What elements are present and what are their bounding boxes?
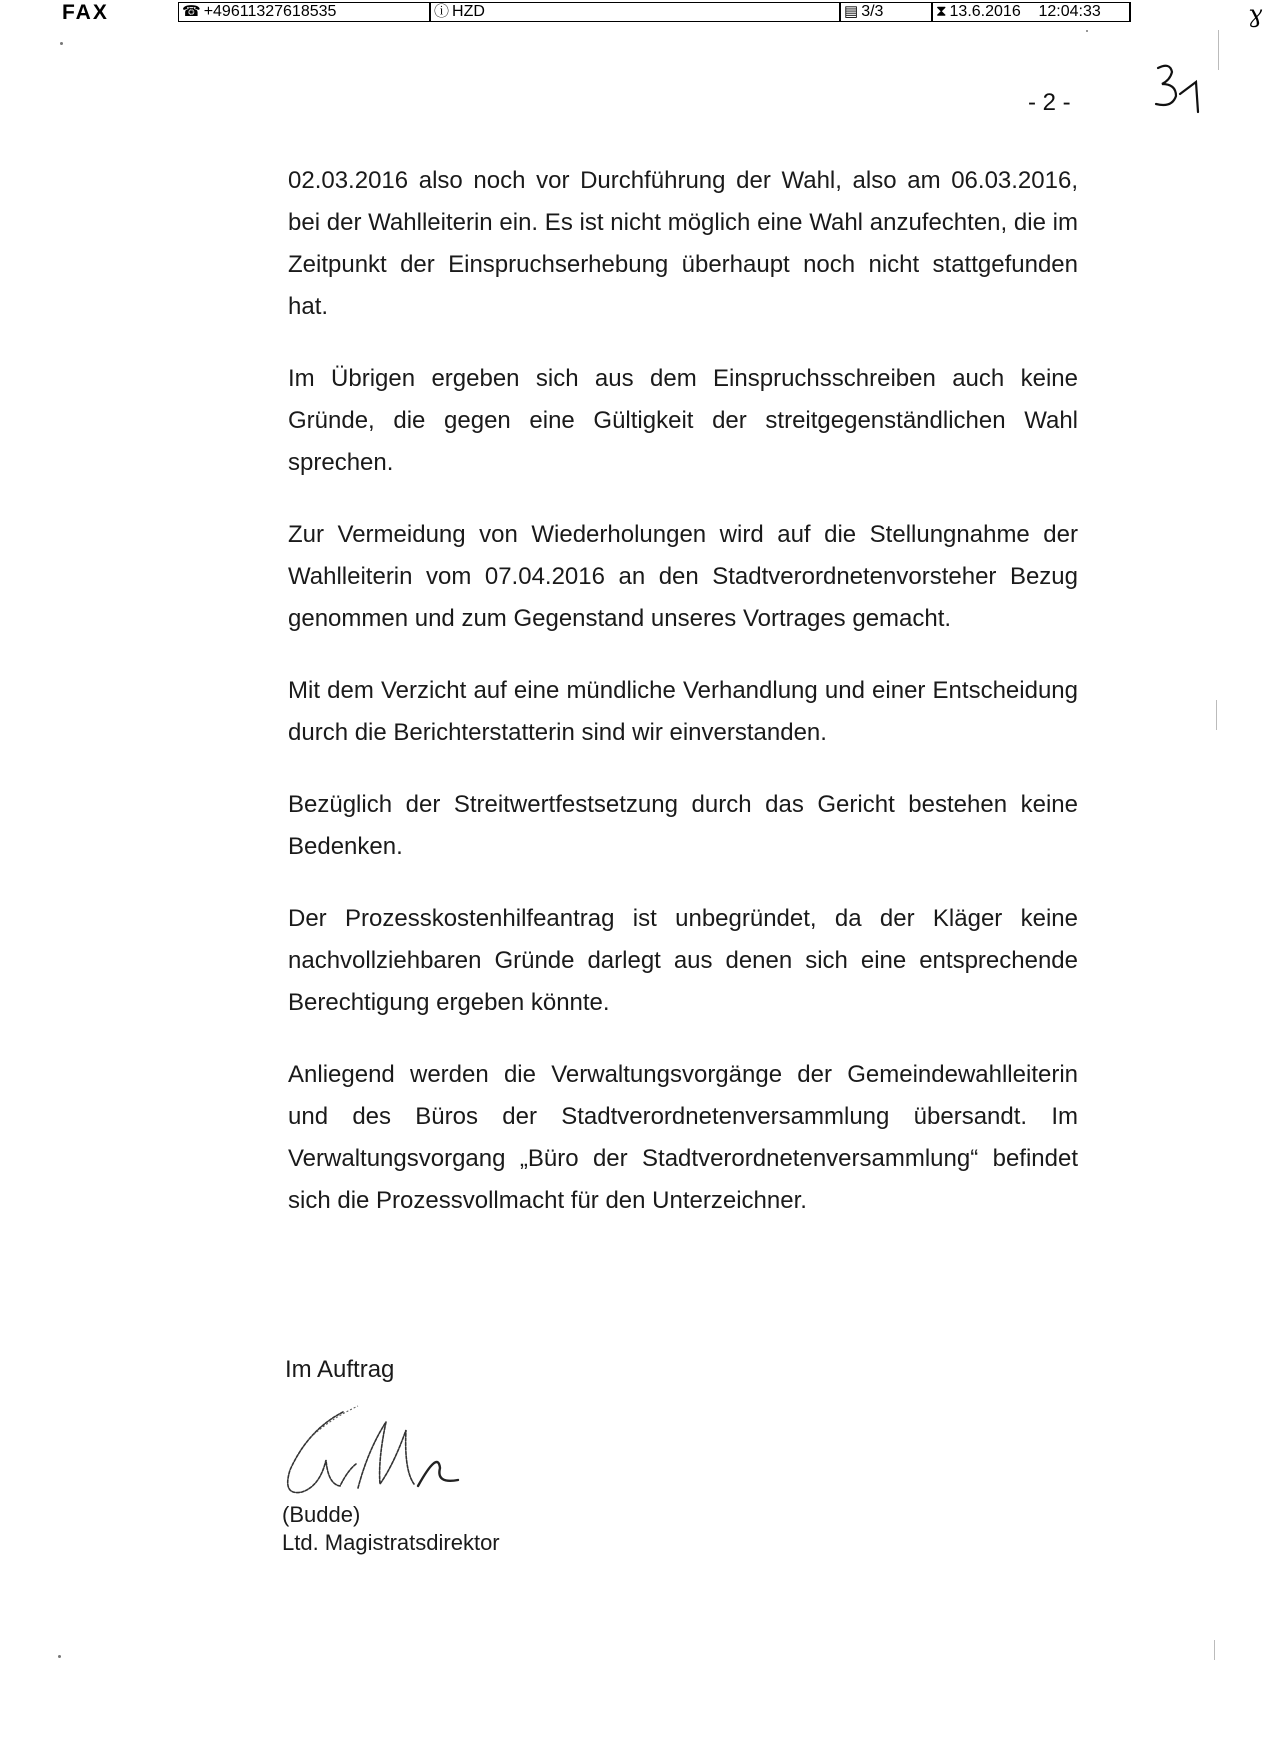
paragraph-4: Mit dem Verzicht auf eine mündliche Verhandlung und einer Entscheidung durch die Berichterstatterin sind wir einverstanden.: [288, 677, 1078, 746]
document-icon: ▤: [844, 3, 859, 20]
fax-pages-box: [840, 2, 933, 22]
scan-speck: [60, 42, 63, 45]
corner-check-mark-icon: ɣ: [1248, 0, 1263, 28]
fax-label: FAX: [62, 1, 109, 24]
paragraph-1: 02.03.2016 also noch vor Durchführung der Wahl, also am 06.03.2016, bei der Wahlleiterin ein. Es ist nicht möglich eine Wahl anzufechten, die im Zeitpunkt der Einspruchserhebung überhaupt noch nicht stattgefunden hat.: [288, 167, 1078, 320]
scan-edge-mark: [1218, 30, 1219, 70]
fax-sender-box: [430, 2, 841, 22]
fax-header: [0, 0, 1280, 28]
scan-speck: [58, 1655, 61, 1658]
handwritten-signature: [268, 1400, 498, 1512]
handwritten-page-mark-icon: [1150, 60, 1210, 120]
fax-time-box: [932, 2, 1131, 22]
telephone-icon: ☎: [182, 3, 201, 20]
signer-title: Ltd. Magistratsdirektor: [282, 1530, 500, 1555]
id-circle-icon: ⓘ: [434, 3, 450, 20]
paragraph-2: Im Übrigen ergeben sich aus dem Einspruchsschreiben auch keine Gründe, die gegen eine Gültigkeit der streitgegenständlichen Wahl sprechen.: [288, 365, 1078, 476]
fax-sender-id: HZD: [452, 3, 485, 20]
paragraph-3: Zur Vermeidung von Wiederholungen wird auf die Stellungnahme der Wahlleiterin vom 07.04.2016 an den Stadtverordnetenvorsteher Bezug genommen und zum Gegenstand unseres Vortrages gemacht.: [288, 521, 1078, 632]
paragraph-5: Bezüglich der Streitwertfestsetzung durch das Gericht bestehen keine Bedenken.: [288, 791, 1078, 860]
hourglass-icon: ⧗: [936, 3, 947, 20]
fax-phone-box: [178, 2, 431, 22]
scan-edge-mark: [1214, 1640, 1215, 1660]
page-number: - 2 -: [1028, 89, 1071, 116]
fax-pages: 3/3: [861, 3, 884, 20]
closing-phrase: Im Auftrag: [285, 1356, 395, 1383]
letter-body: [288, 160, 1078, 1252]
signer-name: (Budde): [282, 1502, 361, 1527]
paragraph-6: Der Prozesskostenhilfeantrag ist unbegründet, da der Kläger keine nachvollziehbaren Gründe darlegt aus denen sich eine entsprechende Berechtigung ergeben könnte.: [288, 905, 1078, 1016]
scan-edge-mark: [1216, 700, 1217, 730]
fax-timestamp: 13.6.2016 12:04:33: [949, 3, 1101, 20]
fax-phone-number: +49611327618535: [203, 3, 337, 20]
paragraph-7: Anliegend werden die Verwaltungsvorgänge der Gemeindewahlleiterin und des Büros der Stadtverordnetenversammlung übersandt. Im Verwaltungsvorgang „Büro der Stadtverordnetenversammlung“ befindet sich die Prozessvollmacht für den Unterzeichner.: [288, 1061, 1078, 1214]
scan-speck: [1086, 30, 1088, 32]
